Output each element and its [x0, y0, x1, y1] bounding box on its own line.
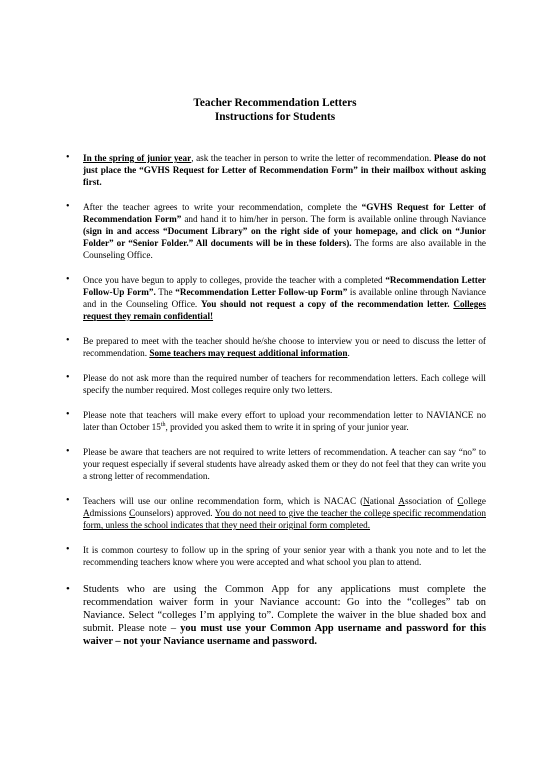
document-title: Teacher Recommendation Letters	[193, 97, 357, 109]
document-subtitle: Instructions for Students	[214, 111, 336, 123]
instruction-item-4: • Be prepared to meet with the teacher should he/she choose to interview you or need to discuss the letter of recommendation. Some teachers may request additional information.	[66, 335, 486, 359]
document-header	[0, 96, 550, 124]
instruction-item-7: • Please be aware that teachers are not required to write letters of recommendation. A teacher can say “no” to your request especially if several students have already asked them or they do not feel that they can write you a strong letter of recommendation.	[66, 446, 486, 482]
instruction-item-1: • In the spring of junior year, ask the teacher in person to write the letter of recommendation. Please do not just place the “GVHS Request for Letter of Recommendation Form” in their mailbox without asking first.	[66, 152, 486, 188]
instruction-item-8: • Teachers will use our online recommendation form, which is NACAC (National Association of College Admissions Counselors) approved. You do not need to give the teacher the college specific recommendation form, unless the school indicates that they need their original form completed.	[66, 495, 486, 531]
instruction-item-2: • After the teacher agrees to write your recommendation, complete the “GVHS Request for Letter of Recommendation Form” and hand it to him/her in person. The form is available online through Naviance (sign in and access “Document Library” on the right side of your homepage, and click on “Junior Folder” or “Senior Folder.” All documents will be in these folders). The forms are also available in the Counseling Office.	[66, 201, 486, 261]
instruction-item-3: • Once you have begun to apply to colleges, provide the teacher with a completed “Recommendation Letter Follow-Up Form”. The “Recommendation Letter Follow-up Form” is available online through Naviance and in the Counseling Office. You should not request a copy of the recommendation letter. Colleges request they remain confidential!	[66, 274, 486, 322]
instruction-list	[66, 152, 486, 648]
instruction-item-6: • Please note that teachers will make every effort to upload your recommendation letter to NAVIANCE no later than October 15th, provided you asked them to write it in spring of your junior year.	[66, 409, 486, 433]
instruction-item-5: • Please do not ask more than the required number of teachers for recommendation letters. Each college will specify the number required. Most colleges require only two letters.	[66, 372, 486, 396]
instruction-item-9: • It is common courtesy to follow up in the spring of your senior year with a thank you note and to let the recommending teachers know where you were accepted and what school you plan to attend.	[66, 544, 486, 568]
instruction-item-10: • Students who are using the Common App for any applications must complete the recommendation waiver form in your Naviance account: Go into the “colleges” tab on Naviance. Select “colleges I’m applying to”. Complete the waiver in the blue shaded box and submit. Please note – you must use your Common App username and password for this waiver – not your Naviance username and password.	[66, 583, 486, 648]
